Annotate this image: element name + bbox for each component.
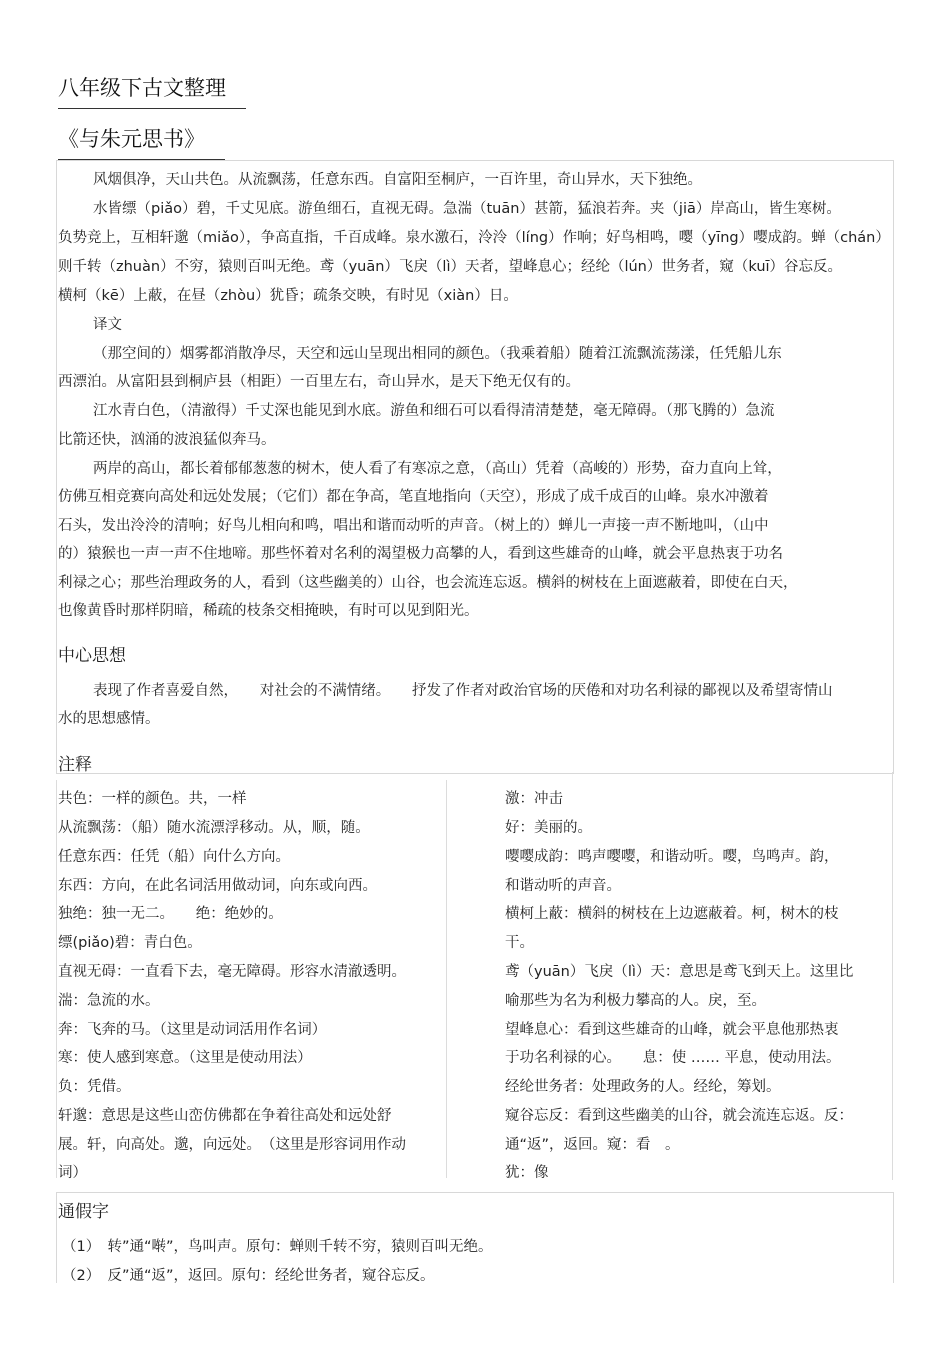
note-item: 窥谷忘反：看到这些幽美的山谷，就会流连忘返。反： (505, 1108, 853, 1124)
note-item: 望峰息心：看到这些雄奇的山峰，就会平息他那热衷 (505, 1022, 839, 1038)
note-item: 奔：飞奔的马。（这里是动词活用作名词） (58, 1022, 327, 1038)
original-line: 风烟俱净，天山共色。从流飘荡，任意东西。自富阳至桐庐，一百许里，奇山异水，天下独绝。 (93, 172, 702, 188)
translation-line: 利禄之心；那些治理政务的人，看到（这些幽美的）山谷，也会流连忘返。横斜的树枝在上面遮蔽着，即使在白天， (58, 575, 798, 591)
essay-title: 《与朱元思书》 (58, 123, 225, 160)
note-item: 横柯上蔽：横斜的树枝在上边遮蔽着。柯，树木的枝 (505, 906, 839, 922)
original-line: 则千转（zhuàn）不穷，猿则百叫无绝。鸢（yuān）飞戾（lì）天者，望峰息心；经纶（lún）世务者，窥（kuī）谷忘反。 (58, 259, 843, 275)
note-item: 和谐动听的声音。 (505, 878, 621, 894)
note-item: 于功名利禄的心。 息：使 …… 平息，使动用法。 (505, 1050, 841, 1066)
note-item: 东西：方向，在此名词活用做动词，向东或向西。 (58, 878, 377, 894)
note-item: 从流飘荡：（船）随水流漂浮移动。从，顺，随。 (58, 820, 370, 836)
original-line: 负势竞上，互相轩邈（miǎo），争高直指，千百成峰。泉水激石，泠泠（líng）作响；好鸟相鸣，嘤（yīng）嘤成韵。蝉（chán） (58, 230, 890, 246)
translation-line: 西漂泊。从富阳县到桐庐县（相距）一百里左右，奇山异水，是天下绝无仅有的。 (58, 374, 580, 390)
translation-line: 江水青白色，（清澈得）千丈深也能见到水底。游鱼和细石可以看得清清楚楚，毫无障碍。（那飞腾的）急流 (93, 403, 775, 419)
translation-line: 石头，发出泠泠的清响；好鸟儿相向和鸣，唱出和谐而动听的声音。（树上的）蝉儿一声接一声不断地叫，（山中 (58, 518, 769, 534)
note-item: 湍：急流的水。 (58, 993, 160, 1009)
original-line: 水皆缥（piǎo）碧，千丈见底。游鱼细石，直视无碍。急湍（tuān）甚箭，猛浪若奔。夹（jiā）岸高山，皆生寒树。 (93, 201, 841, 217)
note-item: 喻那些为名为利极力攀高的人。戾，至。 (505, 993, 766, 1009)
central-idea-heading: 中心思想 (58, 646, 126, 666)
note-item: 展。轩，向高处。邈，向远处。 （这里是形容词用作动 (58, 1137, 406, 1153)
translation-line: 也像黄昏时那样阴暗，稀疏的枝条交相掩映，有时可以见到阳光。 (58, 603, 479, 619)
original-line: 横柯（kē）上蔽，在昼（zhòu）犹昏；疏条交映，有时见（xiàn）日。 (58, 288, 518, 304)
tongjia-item: （1） 转”通“啭”，鸟叫声。原句：蝉则千转不穷，猿则百叫无绝。 (62, 1239, 493, 1255)
tongjia-heading: 通假字 (58, 1202, 109, 1222)
note-item: 激：冲击 (505, 791, 563, 807)
central-idea-line: 表现了作者喜爱自然， 对社会的不满情绪。 抒发了作者对政治官场的厌倦和对功名利禄的鄙视以及希望寄情山 (93, 683, 833, 699)
note-item: 词） (58, 1165, 87, 1181)
note-item: 经纶世务者：处理政务的人。经纶，筹划。 (505, 1079, 781, 1095)
translation-line: 比箭还快，汹涌的波浪猛似奔马。 (58, 432, 276, 448)
central-idea-line: 水的思想感情。 (58, 711, 160, 727)
translation-line: 两岸的高山，都长着郁郁葱葱的树木，使人看了有寒凉之意，（高山）凭着（高峻的）形势，奋力直向上耸， (93, 461, 782, 477)
note-item: 干。 (505, 935, 534, 951)
translation-line: 仿佛互相竞赛向高处和远处发展；（它们）都在争高，笔直地指向（天空），形成了成千成百的山峰。泉水冲激着 (58, 489, 769, 505)
note-item: 犹：像 (505, 1165, 549, 1181)
notes-divider-left (56, 780, 57, 1178)
note-item: 通“返”，返回。窥：看 。 (505, 1137, 680, 1153)
translation-line: 的）猿猴也一声一声不住地啼。那些怀着对名利的渴望极力高攀的人，看到这些雄奇的山峰，就会平息热衷于功名 (58, 546, 783, 562)
tongjia-item: （2） 反”通“返”，返回。原句：经纶世务者，窥谷忘反。 (62, 1268, 435, 1284)
notes-heading: 注释 (58, 755, 92, 775)
note-item: 轩邈：意思是这些山峦仿佛都在争着往高处和远处舒 (58, 1108, 392, 1124)
note-item: 直视无碍：一直看下去，毫无障碍。形容水清澈透明。 (58, 964, 406, 980)
note-item: 独绝：独一无二。 绝：绝妙的。 (58, 906, 283, 922)
translation-line: （那空间的）烟雾都消散净尽，天空和远山呈现出相同的颜色。（我乘着船）随着江流飘流荡漾，任凭船儿东 (93, 346, 782, 362)
note-item: 缥(piǎo)碧：青白色。 (58, 935, 202, 951)
page-title: 八年级下古文整理 (58, 72, 246, 109)
note-item: 负：凭借。 (58, 1079, 131, 1095)
notes-divider-right (892, 772, 893, 1180)
note-item: 任意东西：任凭（船）向什么方向。 (58, 849, 290, 865)
translation-label: 译文 (93, 317, 122, 333)
note-item: 嘤嘤成韵：鸣声嘤嘤，和谐动听。嘤，鸟鸣声。韵， (505, 849, 839, 865)
note-item: 寒：使人感到寒意。（这里是使动用法） (58, 1050, 312, 1066)
note-item: 好：美丽的。 (505, 820, 592, 836)
note-item: 鸢（yuān）飞戾（lì）天：意思是鸢飞到天上。这里比 (505, 964, 854, 980)
notes-divider-middle (446, 780, 447, 1178)
note-item: 共色：一样的颜色。共，一样 (58, 791, 247, 807)
